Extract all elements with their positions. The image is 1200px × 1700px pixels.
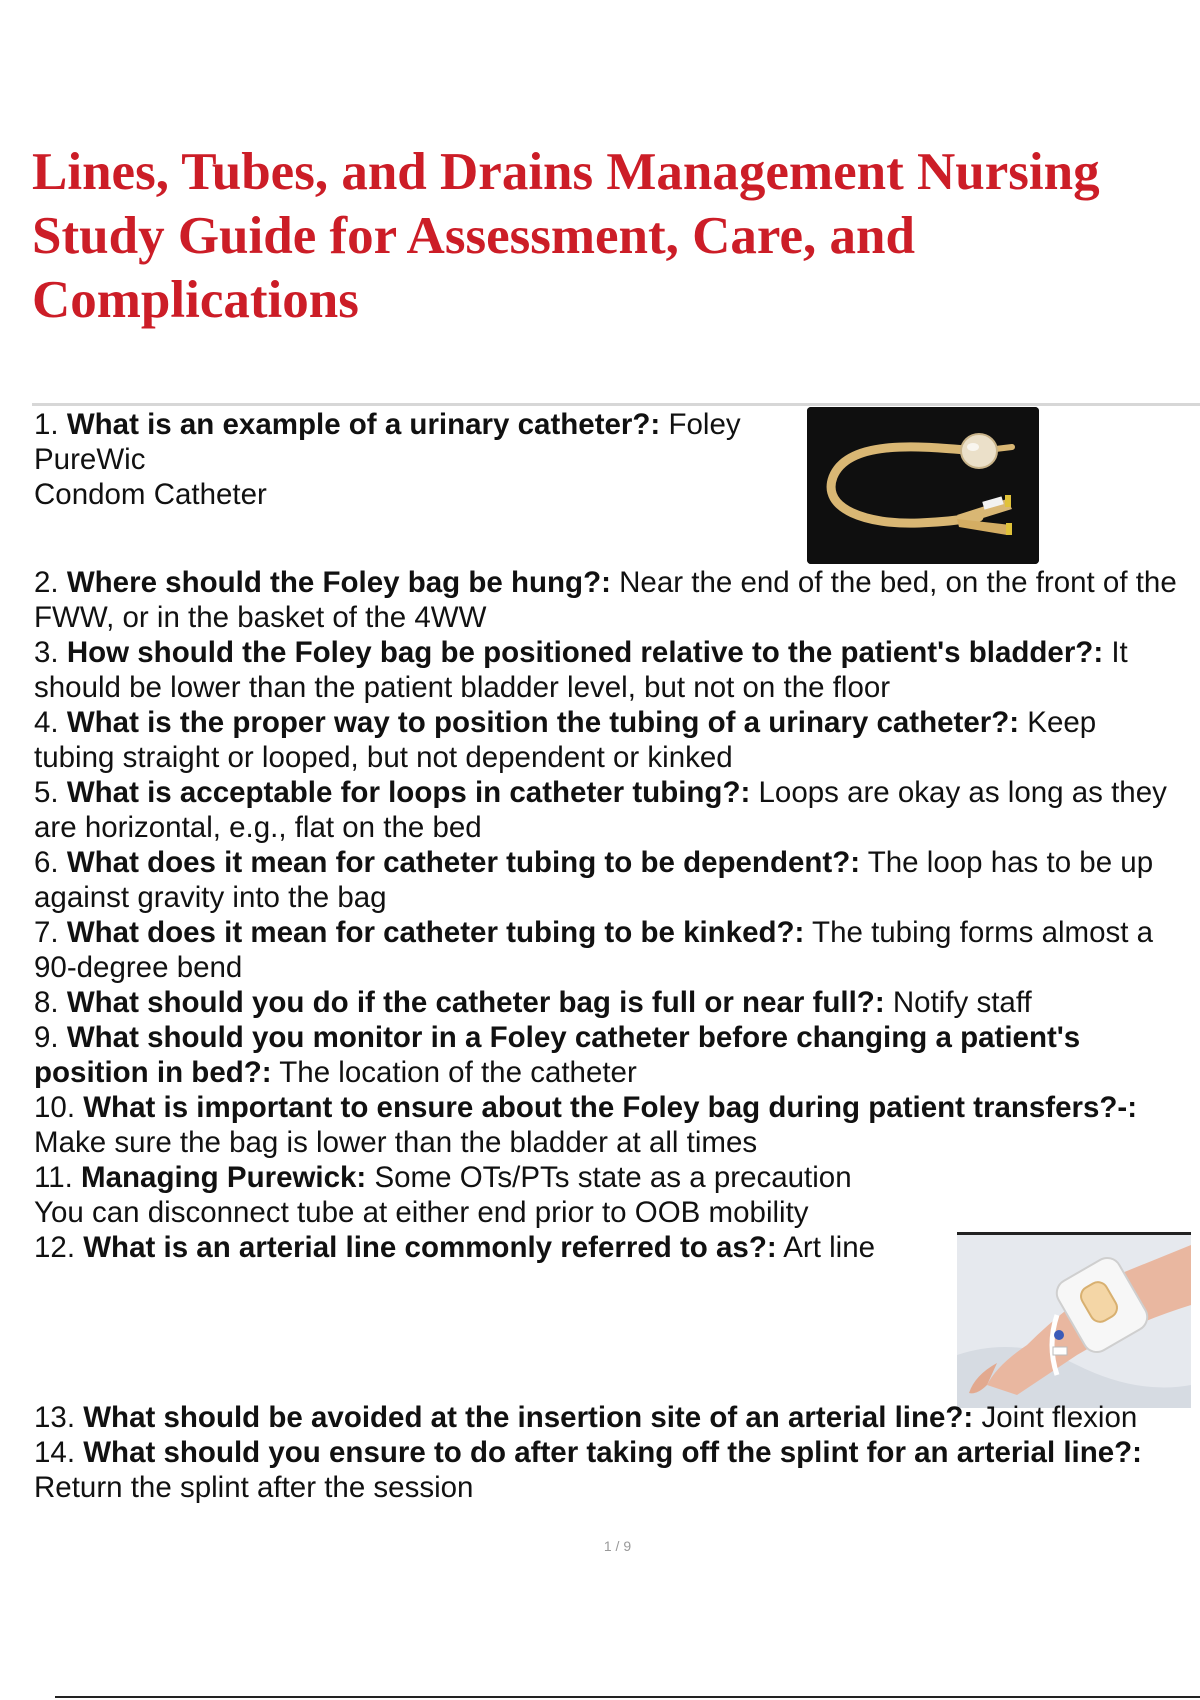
question: Where should the Foley bag be hung?: [66,566,611,599]
footer-rule [55,1696,1200,1698]
question: What does it mean for catheter tubing to be dependent?: [66,846,861,879]
answer: Loops are okay as long as they are horizontal, e.g., flat on the bed [34,776,1167,844]
item-number: 8. [34,986,59,1019]
qa-item-8 [34,985,1184,1020]
item-number: 7. [34,916,59,949]
page-number: 1 / 9 [603,1538,632,1554]
question: What should you do if the catheter bag is full or near full?: [66,986,885,1019]
question: What should you ensure to do after taking off the splint for an arterial line?: [83,1436,1143,1469]
item-number: 12. [34,1231,76,1264]
qa-item-11 [34,1160,1184,1230]
item-number: 14. [34,1436,76,1469]
answer: Keep tubing straight or looped, but not dependent or kinked [34,706,1097,774]
question: What should be avoided at the insertion site of an arterial line?: [83,1401,974,1434]
item-number: 4. [34,706,59,739]
answer-line: Condom Catheter [34,478,267,511]
qa-item-9 [34,1020,1184,1090]
question: Managing Purewick: [81,1161,367,1194]
qa-item-14 [34,1435,1184,1505]
answer: Foley [668,408,741,441]
arterial-line-image [957,1232,1191,1408]
item-number: 6. [34,846,59,879]
qa-item-12 [34,1230,954,1265]
answer: Make sure the bag is lower than the bladder at all times [34,1126,758,1159]
qa-item-5 [34,775,1194,845]
item-number: 1. [34,408,59,441]
answer: Some OTs/PTs state as a precaution [374,1161,852,1194]
qa-item-7 [34,915,1200,985]
item-number: 5. [34,776,59,809]
section-divider [32,403,1200,406]
qa-item-2 [34,565,1184,635]
question: What does it mean for catheter tubing to be kinked?: [66,916,805,949]
answer-line: You can disconnect tube at either end prior to OOB mobility [34,1196,809,1229]
item-number: 3. [34,636,59,669]
item-number: 13. [34,1401,76,1434]
question: What is the proper way to position the tubing of a urinary catheter?: [66,706,1020,739]
answer: The tubing forms almost a 90-degree bend [34,916,1154,984]
qa-item-6 [34,845,1200,915]
answer: Near the end of the bed, on the front of the FWW, or in the basket of the 4WW [34,566,1177,634]
item-number: 11. [34,1161,73,1194]
qa-item-13 [34,1400,1200,1435]
qa-item-4 [34,705,1184,775]
answer-line: PureWic [34,443,146,476]
answer: Joint flexion [981,1401,1138,1434]
answer: The loop has to be up against gravity into the bag [34,846,1154,914]
question: What should you monitor in a Foley catheter before changing a patient's position in bed?: [34,1021,1081,1089]
answer: The location of the catheter [279,1056,637,1089]
foley-catheter-image [807,407,1039,564]
item-number: 9. [34,1021,59,1054]
qa-item-3 [34,635,1200,705]
question: How should the Foley bag be positioned relative to the patient's bladder?: [66,636,1104,669]
question: What is an arterial line commonly referred to as?: [83,1231,777,1264]
arterial-line-illustration [957,1235,1191,1408]
answer: Art line [783,1231,876,1264]
item-number: 10. [34,1091,76,1124]
question: What is important to ensure about the Foley bag during patient transfers?-: [83,1091,1138,1124]
foley-catheter-illustration [807,407,1039,564]
answer: Return the splint after the session [34,1471,474,1504]
item-number: 2. [34,566,59,599]
answer: It should be lower than the patient bladder level, but not on the floor [34,636,1128,704]
qa-item-1 [34,407,804,512]
qa-item-10 [34,1090,1194,1160]
question: What is an example of a urinary catheter?: [66,408,661,441]
answer: Notify staff [892,986,1032,1019]
page-title: Lines, Tubes, and Drains Management Nursing Study Guide for Assessment, Care, and Complications [32,143,1100,329]
question: What is acceptable for loops in catheter tubing?: [66,776,751,809]
